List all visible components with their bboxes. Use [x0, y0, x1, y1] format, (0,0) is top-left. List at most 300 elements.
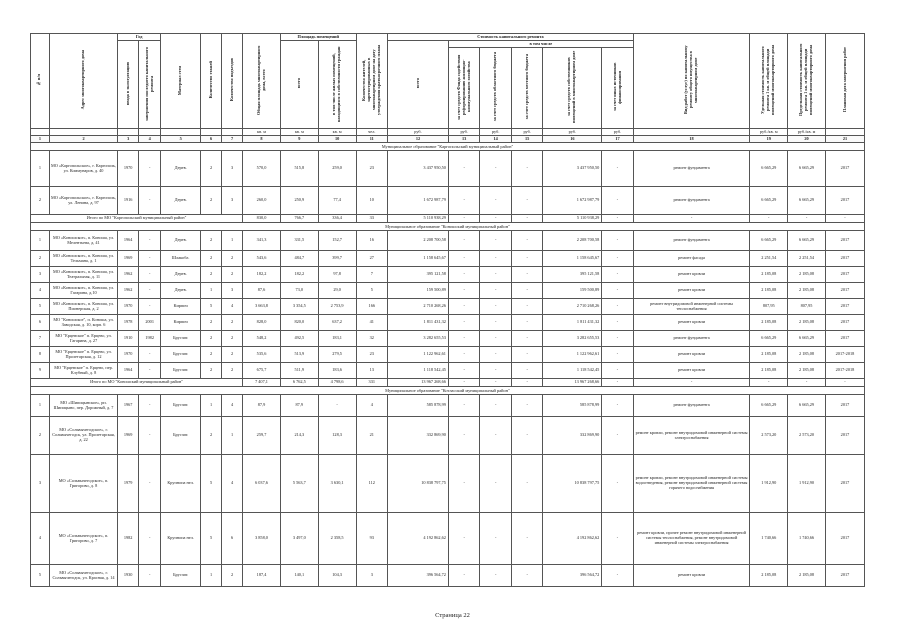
- table-cell: 3 282 655,53: [388, 331, 449, 347]
- table-cell: -: [602, 231, 634, 251]
- table-cell: -: [602, 331, 634, 347]
- table-cell: 23: [356, 347, 388, 363]
- column-number-cell: 2: [49, 136, 117, 143]
- table-cell: 7: [31, 331, 50, 347]
- col-incl-header: в том числе: [448, 41, 633, 48]
- table-cell: -: [139, 283, 161, 299]
- table-cell: ремонт кровли, прочее ремонт внутридомовой инженерной системы теплоснабжения, ремонт внутридомовой инженерной системы электроснабжения: [633, 513, 750, 565]
- total-cell: -: [825, 215, 864, 223]
- table-cell: МО «Шипицынское», рп. Шипицыно, пер. Дорожный, д. 7: [49, 395, 117, 417]
- col-entrances-header: Количество подъездов: [228, 58, 234, 102]
- table-cell: 259,7: [243, 417, 281, 455]
- table-cell: -: [139, 151, 161, 187]
- table-cell: ремонт кровли: [633, 347, 750, 363]
- table-cell: 492,5: [280, 331, 318, 347]
- table-cell: 41: [356, 315, 388, 331]
- table-cell: -: [602, 299, 634, 315]
- table-cell: 4 192 862,62: [543, 513, 602, 565]
- table-cell: МО «Каргопольское», г. Каргополь, ул. Коммунаров, д. 40: [49, 151, 117, 187]
- table-cell: 2: [201, 267, 222, 283]
- total-cell: 4 798,6: [318, 379, 356, 387]
- section-total-row: [31, 379, 865, 387]
- table-cell: 1967: [118, 395, 139, 417]
- table-cell: 807,95: [750, 299, 788, 315]
- table-cell: -: [448, 231, 480, 251]
- table-row: [31, 331, 865, 347]
- table-cell: 6 665,29: [788, 151, 826, 187]
- table-cell: 1 122 962,61: [388, 347, 449, 363]
- table-cell: -: [480, 417, 512, 455]
- table-cell: 7: [356, 267, 388, 283]
- table-cell: 1: [222, 417, 243, 455]
- total-cell: -: [602, 215, 634, 223]
- table-row: [31, 151, 865, 187]
- table-cell: -: [139, 417, 161, 455]
- col-area-total-header: Общая площадь многоквартирного дома, всего: [255, 45, 266, 115]
- table-cell: 166: [356, 299, 388, 315]
- table-cell: 1 122 962,61: [543, 347, 602, 363]
- total-cell: -: [750, 379, 788, 387]
- unit-cell: руб.: [448, 129, 480, 136]
- table-cell: 3 437 950,50: [543, 151, 602, 187]
- table-cell: 3: [31, 267, 50, 283]
- table-cell: 2 185,08: [750, 565, 788, 587]
- section-total-label: Итого по МО "Каргопольский муниципальный район": [31, 215, 243, 223]
- table-cell: 331,5: [280, 231, 318, 251]
- table-cell: 2 208 700,58: [543, 231, 602, 251]
- table-cell: -: [139, 513, 161, 565]
- table-cell: ремонт фасада: [633, 251, 750, 267]
- table-cell: 332 869,90: [543, 417, 602, 455]
- table-cell: 820,0: [280, 315, 318, 331]
- column-number-cell: 18: [633, 136, 750, 143]
- table-cell: 2017: [825, 315, 864, 331]
- table-cell: МО «Коношское», п. Коноша, ул. Гагарина, д.10: [49, 283, 117, 299]
- table-cell: 3 437 950,50: [388, 151, 449, 187]
- table-cell: 6 665,29: [750, 151, 788, 187]
- column-number-cell: 12: [388, 136, 449, 143]
- table-row: [31, 187, 865, 215]
- table-cell: 6 665,29: [750, 395, 788, 417]
- table-cell: 1: [222, 231, 243, 251]
- table-cell: 399,7: [318, 251, 356, 267]
- table-cell: 2 185,08: [788, 347, 826, 363]
- total-cell: 13 967 268,66: [388, 379, 449, 387]
- table-cell: -: [139, 455, 161, 513]
- table-cell: 140,1: [280, 565, 318, 587]
- table-cell: 187,4: [243, 565, 281, 587]
- table-cell: Крупнопа нел.: [161, 455, 201, 513]
- table-cell: -: [480, 151, 512, 187]
- table-cell: 2: [222, 331, 243, 347]
- table-cell: 4: [31, 513, 50, 565]
- col-local-header: за счет средств местного бюджета: [523, 54, 529, 120]
- table-cell: 4: [31, 283, 50, 299]
- unit-cell: руб./кв. м: [788, 129, 826, 136]
- table-cell: -: [318, 395, 356, 417]
- table-cell: ремонт фундамента: [633, 187, 750, 215]
- table-cell: 3: [222, 151, 243, 187]
- table-cell: 4: [222, 299, 243, 315]
- table-cell: 214,3: [280, 417, 318, 455]
- table-cell: 6 665,29: [788, 331, 826, 347]
- table-cell: Дерев.: [161, 267, 201, 283]
- table-cell: 484,7: [280, 251, 318, 267]
- table-cell: 159 500,89: [543, 283, 602, 299]
- table-cell: 250,9: [280, 187, 318, 215]
- table-cell: 2: [222, 267, 243, 283]
- table-cell: 183,1: [318, 331, 356, 347]
- table-cell: -: [480, 565, 512, 587]
- table-cell: 6 665,29: [788, 395, 826, 417]
- table-cell: 1 811 431,32: [543, 315, 602, 331]
- table-cell: -: [139, 395, 161, 417]
- table-cell: 1970: [118, 151, 139, 187]
- table-cell: -: [602, 347, 634, 363]
- column-number-cell: 14: [480, 136, 512, 143]
- table-cell: -: [602, 315, 634, 331]
- table-cell: 2 753,9: [318, 299, 356, 315]
- table-cell: Дерев.: [161, 187, 201, 215]
- column-number-cell: 3: [118, 136, 139, 143]
- col-material-header: Материал стен: [177, 65, 183, 95]
- table-row: [31, 231, 865, 251]
- table-cell: 2: [222, 363, 243, 379]
- table-cell: МО «Сольвычегодское», г. Сольвычегодск, ул. Пролетарская, д. 22: [49, 417, 117, 455]
- col-residents-header: Количество жителей, зарегистрированных в многоквартирном доме на дату утверждения краткосрочного плана: [360, 44, 381, 116]
- table-cell: 9: [31, 363, 50, 379]
- table-cell: 279,5: [318, 347, 356, 363]
- table-row: [31, 455, 865, 513]
- table-cell: 5: [201, 513, 222, 565]
- table-cell: -: [511, 283, 543, 299]
- table-cell: -: [602, 251, 634, 267]
- table-cell: 3 497,0: [280, 513, 318, 565]
- section-title-row: [31, 143, 865, 151]
- table-cell: -: [511, 251, 543, 267]
- total-cell: -: [788, 379, 826, 387]
- table-cell: -: [480, 267, 512, 283]
- table-cell: 2: [222, 251, 243, 267]
- table-cell: 182,2: [243, 267, 281, 283]
- table-cell: 73,0: [280, 283, 318, 299]
- table-cell: ремонт фундамента: [633, 231, 750, 251]
- unit-cell: руб.: [602, 129, 634, 136]
- table-cell: -: [448, 151, 480, 187]
- table-cell: 87,9: [243, 395, 281, 417]
- table-cell: 10 838 797,75: [388, 455, 449, 513]
- table-cell: 3 282 655,53: [543, 331, 602, 347]
- table-cell: -: [139, 299, 161, 315]
- table-cell: 1 740,66: [750, 513, 788, 565]
- table-cell: 2: [201, 363, 222, 379]
- unit-cell: руб.: [388, 129, 449, 136]
- table-cell: 3 858,0: [243, 513, 281, 565]
- table-cell: -: [602, 151, 634, 187]
- table-cell: 3: [31, 455, 50, 513]
- table-cell: 159 500,89: [388, 283, 449, 299]
- table-cell: 5: [356, 283, 388, 299]
- table-cell: 5 563,7: [280, 455, 318, 513]
- total-cell: 5 110 938,29: [388, 215, 449, 223]
- section-title-row: [31, 223, 865, 231]
- table-cell: 2 185,08: [788, 267, 826, 283]
- table-cell: 1969: [118, 251, 139, 267]
- table-cell: 2017: [825, 455, 864, 513]
- table-cell: -: [511, 347, 543, 363]
- table-cell: 183,6: [318, 363, 356, 379]
- table-cell: 27: [356, 251, 388, 267]
- column-number-cell: 5: [161, 136, 201, 143]
- table-cell: МО «Коношское», п. Коноша, ул. Пионерская, д. 2: [49, 299, 117, 315]
- table-cell: -: [480, 513, 512, 565]
- table-cell: 1 672 987,79: [543, 187, 602, 215]
- table-row: [31, 417, 865, 455]
- table-cell: 4: [222, 395, 243, 417]
- table-cell: 87,9: [280, 395, 318, 417]
- total-cell: 336,4: [318, 215, 356, 223]
- unit-cell: [825, 129, 864, 136]
- table-cell: 2017: [825, 283, 864, 299]
- table-cell: ремонт кровли: [633, 315, 750, 331]
- table-cell: 6: [222, 513, 243, 565]
- table-cell: 395 121,58: [543, 267, 602, 283]
- table-cell: МО «Сольвычегодское», п. Григорово, д. 8: [49, 455, 117, 513]
- table-cell: ремонт фундамента: [633, 395, 750, 417]
- table-cell: 2017: [825, 151, 864, 187]
- table-cell: 3: [222, 187, 243, 215]
- table-cell: 828,0: [243, 315, 281, 331]
- table-cell: -: [139, 267, 161, 283]
- table-cell: ремонт фундамента: [633, 151, 750, 187]
- table-cell: 4 192 862,62: [388, 513, 449, 565]
- table-cell: 1: [31, 151, 50, 187]
- total-cell: -: [750, 215, 788, 223]
- table-cell: -: [602, 283, 634, 299]
- table-cell: 182,2: [280, 267, 318, 283]
- table-cell: 2017-2018: [825, 347, 864, 363]
- total-cell: 6 762,5: [280, 379, 318, 387]
- table-cell: -: [511, 565, 543, 587]
- table-cell: 2 573,20: [788, 417, 826, 455]
- table-row: [31, 565, 865, 587]
- table-cell: 5: [31, 299, 50, 315]
- table-cell: 2017: [825, 299, 864, 315]
- table-cell: -: [448, 565, 480, 587]
- table-cell: 1962: [118, 267, 139, 283]
- table-cell: 2: [201, 315, 222, 331]
- total-cell: 331: [356, 379, 388, 387]
- column-number-cell: 17: [602, 136, 634, 143]
- table-cell: 1: [201, 565, 222, 587]
- section-title: Муниципальное образование "Коношский муниципальный район": [31, 223, 865, 231]
- table-cell: 10 838 797,75: [543, 455, 602, 513]
- table-cell: 6 665,29: [750, 187, 788, 215]
- table-cell: 1982: [118, 513, 139, 565]
- table-cell: 535,6: [243, 347, 281, 363]
- unit-cell: [118, 129, 139, 136]
- table-cell: Брусчат.: [161, 417, 201, 455]
- table-cell: -: [511, 267, 543, 283]
- table-cell: 2 185,08: [750, 363, 788, 379]
- unit-cell: руб./кв. м: [750, 129, 788, 136]
- table-cell: 1910: [118, 331, 139, 347]
- table-cell: Брусчат.: [161, 395, 201, 417]
- table-row: [31, 299, 865, 315]
- table-cell: 1 158 645,67: [388, 251, 449, 267]
- table-row: [31, 513, 865, 565]
- col-owners-header: за счет средств собственников помещений в многоквартирном доме: [566, 50, 577, 124]
- total-cell: -: [511, 215, 543, 223]
- total-cell: 5 110 938,29: [543, 215, 602, 223]
- table-cell: 1970: [118, 299, 139, 315]
- table-cell: 4: [356, 395, 388, 417]
- table-cell: 2 185,08: [788, 283, 826, 299]
- table-cell: -: [511, 455, 543, 513]
- col-year-built-header: ввода в эксплуатацию: [124, 61, 130, 106]
- table-cell: 21: [356, 417, 388, 455]
- table-cell: 5: [201, 455, 222, 513]
- table-cell: -: [480, 395, 512, 417]
- table-cell: 77,4: [318, 187, 356, 215]
- table-cell: 93: [356, 513, 388, 565]
- table-cell: -: [480, 299, 512, 315]
- unit-cell: [49, 129, 117, 136]
- table-cell: 104,3: [318, 565, 356, 587]
- total-cell: 7 407,1: [243, 379, 281, 387]
- table-cell: -: [448, 331, 480, 347]
- unit-cell: [161, 129, 201, 136]
- col-area-residential-header: в том числе жилых помещений, находящихся в собственности граждан: [331, 45, 342, 122]
- table-cell: ремонт фундамента: [633, 331, 750, 347]
- unit-cell: кв. м: [243, 129, 281, 136]
- column-number-cell: 21: [825, 136, 864, 143]
- unit-cell: [201, 129, 222, 136]
- table-cell: -: [480, 363, 512, 379]
- table-cell: -: [602, 513, 634, 565]
- unit-cell: [222, 129, 243, 136]
- table-cell: 2017: [825, 267, 864, 283]
- table-cell: -: [480, 187, 512, 215]
- table-cell: 3 663,8: [243, 299, 281, 315]
- table-cell: -: [511, 231, 543, 251]
- total-cell: 13 967 268,66: [543, 379, 602, 387]
- table-cell: 1 118 542,45: [543, 363, 602, 379]
- section-title: Муниципальное образование "Котласский муниципальный район": [31, 387, 865, 395]
- table-cell: 2 185,08: [750, 267, 788, 283]
- table-cell: Брусчат.: [161, 565, 201, 587]
- table-cell: 1916: [118, 187, 139, 215]
- table-cell: 2017: [825, 513, 864, 565]
- column-number-cell: 1: [31, 136, 50, 143]
- table-cell: 1969: [118, 417, 139, 455]
- table-cell: ремонт кровли, ремонт внутридомовой инженерной системы водоотведения, ремонт внутридомовой инженерной системы горячего водоснабжения: [633, 455, 750, 513]
- table-cell: 23: [356, 151, 388, 187]
- page-number: Страница 22: [435, 612, 470, 619]
- table-cell: МО "Коношское", п. Коноша, ул. Заводская, д. 10, корп. 6: [49, 315, 117, 331]
- table-cell: 2 710 268,26: [388, 299, 449, 315]
- document-page: [30, 33, 865, 587]
- table-cell: -: [139, 187, 161, 215]
- table-cell: 2: [222, 565, 243, 587]
- table-cell: -: [602, 187, 634, 215]
- table-cell: Кирпич: [161, 299, 201, 315]
- table-cell: 3 630,1: [318, 455, 356, 513]
- table-cell: -: [448, 347, 480, 363]
- table-cell: 112: [356, 455, 388, 513]
- section-total-label: Итого по МО "Коношский муниципальный район": [31, 379, 243, 387]
- table-cell: Дерев.: [161, 283, 201, 299]
- table-cell: -: [602, 395, 634, 417]
- table-cell: -: [602, 363, 634, 379]
- table-cell: 2 185,08: [788, 363, 826, 379]
- table-cell: 5: [31, 565, 50, 587]
- table-cell: Крупнопа нел.: [161, 513, 201, 565]
- unit-cell: кв. м: [280, 129, 318, 136]
- table-cell: 1: [201, 395, 222, 417]
- table-cell: ремонт внутридомовой инженерной системы теплоснабжения: [633, 299, 750, 315]
- table-cell: ремонт кровли: [633, 283, 750, 299]
- table-cell: 1: [31, 395, 50, 417]
- table-cell: 396 564,72: [543, 565, 602, 587]
- table-cell: 4: [222, 455, 243, 513]
- table-cell: МО «Коношское», п. Коноша, ул. Тельмана, д. 1: [49, 251, 117, 267]
- table-cell: 2 358,5: [318, 513, 356, 565]
- column-number-cell: 19: [750, 136, 788, 143]
- column-number-cell: 10: [318, 136, 356, 143]
- table-cell: -: [511, 363, 543, 379]
- column-number-cell: 7: [222, 136, 243, 143]
- table-cell: 87,6: [243, 283, 281, 299]
- table-cell: 2: [222, 315, 243, 331]
- table-cell: -: [448, 315, 480, 331]
- table-cell: -: [602, 565, 634, 587]
- table-cell: -: [511, 331, 543, 347]
- table-cell: МО «Сольвычегодское», п. Григорово, д. 7: [49, 513, 117, 565]
- col-region-header: за счет средств областного бюджета: [492, 52, 498, 122]
- table-cell: 2: [201, 347, 222, 363]
- table-row: [31, 283, 865, 299]
- table-row: [31, 315, 865, 331]
- unit-cell: [31, 129, 50, 136]
- table-cell: 543,6: [243, 251, 281, 267]
- table-cell: 637,2: [318, 315, 356, 331]
- table-cell: 2017: [825, 187, 864, 215]
- table-cell: 1: [31, 231, 50, 251]
- table-cell: 332 869,90: [388, 417, 449, 455]
- table-cell: 29,0: [318, 283, 356, 299]
- unit-cell: кв. м: [318, 129, 356, 136]
- table-row: [31, 363, 865, 379]
- column-number-cell: 16: [543, 136, 602, 143]
- table-cell: Брусчат.: [161, 363, 201, 379]
- table-cell: 1964: [118, 231, 139, 251]
- table-cell: 259,0: [318, 151, 356, 187]
- unit-cell: [139, 129, 161, 136]
- table-cell: -: [480, 331, 512, 347]
- table-cell: 1 672 987,79: [388, 187, 449, 215]
- col-year-group-header: Год: [118, 34, 161, 41]
- table-cell: 2 185,08: [750, 347, 788, 363]
- table-cell: 1 912,90: [788, 455, 826, 513]
- table-cell: 8: [31, 347, 50, 363]
- table-cell: 341,3: [243, 231, 281, 251]
- table-cell: 1930: [118, 565, 139, 587]
- table-cell: Брусчат.: [161, 331, 201, 347]
- table-cell: 6 665,29: [750, 231, 788, 251]
- col-plan-date-header: Плановая дата завершения работ: [841, 47, 847, 113]
- table-cell: -: [480, 283, 512, 299]
